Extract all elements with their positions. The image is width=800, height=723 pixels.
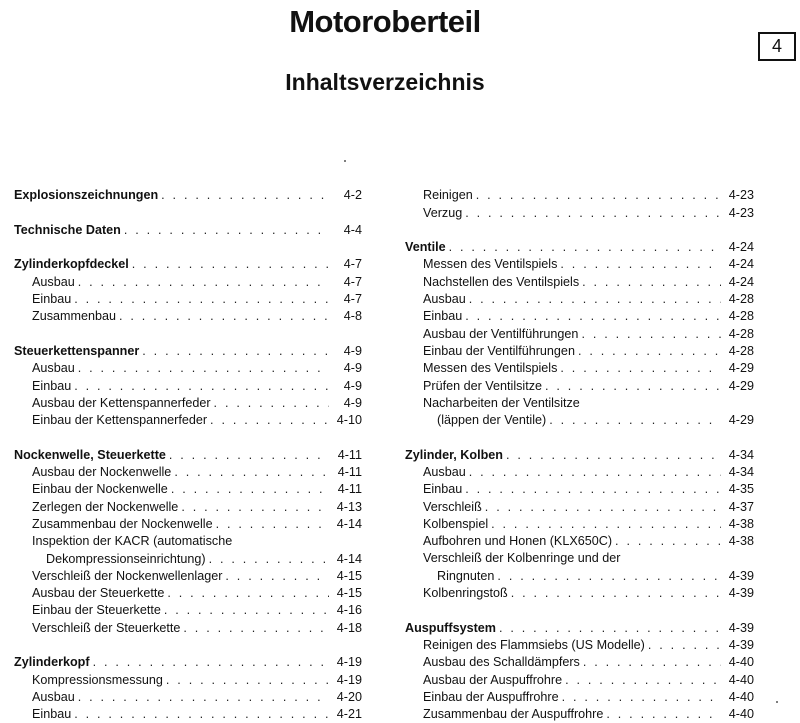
toc-entry[interactable]: Ausbau des Schalldämpfers . . . 4-40: [405, 654, 754, 671]
toc-entry[interactable]: Nockenwelle, Steuerkette . . . 4-11: [14, 446, 362, 463]
toc-entry-continued[interactable]: Nacharbeiten der Ventilsitze: [423, 395, 580, 410]
toc-entry[interactable]: Einbau . . . 4-7: [14, 291, 362, 308]
toc-entry[interactable]: Aufbohren und Honen (KLX650C) . . . 4-38: [405, 533, 754, 550]
toc-entry[interactable]: Reinigen des Flammsiebs (US Modelle) . . . 4-39: [405, 637, 754, 654]
toc-entry[interactable]: Einbau . . . 4-9: [14, 377, 362, 394]
toc-entry[interactable]: Zusammenbau . . . 4-8: [14, 308, 362, 325]
scan-speck: [776, 701, 778, 703]
toc-entry[interactable]: Prüfen der Ventilsitze . . . 4-29: [405, 377, 754, 394]
toc-entry[interactable]: Ausbau . . . 4-28: [405, 291, 754, 308]
toc-entry[interactable]: Ausbau der Steuerkette . . . 4-15: [14, 585, 362, 602]
toc-entry[interactable]: Einbau der Steuerkette . . . 4-16: [14, 602, 362, 619]
toc-entry[interactable]: Ausbau der Auspuffrohre . . . 4-40: [405, 671, 754, 688]
page-title: Motoroberteil: [289, 4, 481, 39]
toc-entry[interactable]: Zylinder, Kolben . . . 4-34: [405, 446, 754, 463]
toc-entry[interactable]: Zusammenbau der Auspuffrohre . . . 4-40: [405, 706, 754, 723]
toc-entry[interactable]: Verzug . . . 4-23: [405, 204, 754, 221]
toc-entry[interactable]: Ausbau . . . 4-34: [405, 464, 754, 481]
chapter-number-badge: 4: [758, 32, 796, 61]
toc-entry[interactable]: Ausbau der Ventilführungen . . . 4-28: [405, 325, 754, 342]
toc-entry[interactable]: Einbau der Nockenwelle . . . 4-11: [14, 481, 362, 498]
toc-right-column: [405, 187, 754, 723]
toc-entry[interactable]: Messen des Ventilspiels . . . 4-24: [405, 256, 754, 273]
toc-entry[interactable]: Zylinderkopfdeckel . . . 4-7: [14, 256, 362, 273]
toc-entry-continued[interactable]: Inspektion der KACR (automatische: [32, 533, 233, 548]
toc-entry[interactable]: Verschleiß der Steuerkette . . . 4-18: [14, 619, 362, 636]
toc-entry[interactable]: Zerlegen der Nockenwelle . . . 4-13: [14, 498, 362, 515]
toc-entry[interactable]: Einbau der Ventilführungen . . . 4-28: [405, 343, 754, 360]
toc-entry[interactable]: Einbau . . . 4-28: [405, 308, 754, 325]
toc-entry[interactable]: Auspuffsystem . . . 4-39: [405, 619, 754, 636]
toc-entry[interactable]: Ausbau . . . 4-20: [14, 689, 362, 706]
toc-entry[interactable]: Messen des Ventilspiels . . . 4-29: [405, 360, 754, 377]
toc-entry[interactable]: Nachstellen des Ventilspiels . . . 4-24: [405, 273, 754, 290]
page-subtitle: Inhaltsverzeichnis: [285, 69, 485, 95]
toc-entry[interactable]: Verschleiß der Nockenwellenlager . . . 4-15: [14, 568, 362, 585]
toc-entry[interactable]: Verschleiß . . . 4-37: [405, 498, 754, 515]
toc-entry[interactable]: Reinigen . . . 4-23: [405, 187, 754, 204]
toc-entry[interactable]: Kolbenspiel . . . 4-38: [405, 516, 754, 533]
toc-left-column: [14, 187, 362, 723]
toc-entry[interactable]: Ausbau der Nockenwelle . . . 4-11: [14, 464, 362, 481]
toc-entry[interactable]: Dekompressionseinrichtung) . . . 4-14: [14, 550, 362, 567]
toc-entry[interactable]: Einbau . . . 4-35: [405, 481, 754, 498]
toc-entry[interactable]: Ausbau . . . 4-9: [14, 360, 362, 377]
toc-entry-continued[interactable]: Verschleiß der Kolbenringe und der: [423, 551, 621, 566]
toc-entry[interactable]: Steuerkettenspanner . . . 4-9: [14, 343, 362, 360]
toc-entry[interactable]: (läppen der Ventile) . . . 4-29: [405, 412, 754, 429]
toc-entry[interactable]: Zusammenbau der Nockenwelle . . . 4-14: [14, 516, 362, 533]
toc-entry[interactable]: Einbau der Kettenspannerfeder . . . 4-10: [14, 412, 362, 429]
toc-entry[interactable]: Technische Daten . . . 4-4: [14, 222, 362, 239]
toc-entry[interactable]: Ausbau . . . 4-7: [14, 273, 362, 290]
toc-entry[interactable]: Ventile . . . 4-24: [405, 239, 754, 256]
toc-entry[interactable]: Einbau der Auspuffrohre . . . 4-40: [405, 689, 754, 706]
scan-speck: [344, 160, 346, 162]
toc-entry[interactable]: Explosionszeichnungen . . . 4-2: [14, 187, 362, 204]
toc-entry[interactable]: Ausbau der Kettenspannerfeder . . . 4-9: [14, 395, 362, 412]
toc-entry[interactable]: Ringnuten . . . 4-39: [405, 568, 754, 585]
toc-entry[interactable]: Kolbenringstoß . . . 4-39: [405, 585, 754, 602]
toc-entry[interactable]: Einbau . . . 4-21: [14, 706, 362, 723]
toc-entry[interactable]: Zylinderkopf . . . 4-19: [14, 654, 362, 671]
toc-entry[interactable]: Kompressionsmessung . . . 4-19: [14, 671, 362, 688]
